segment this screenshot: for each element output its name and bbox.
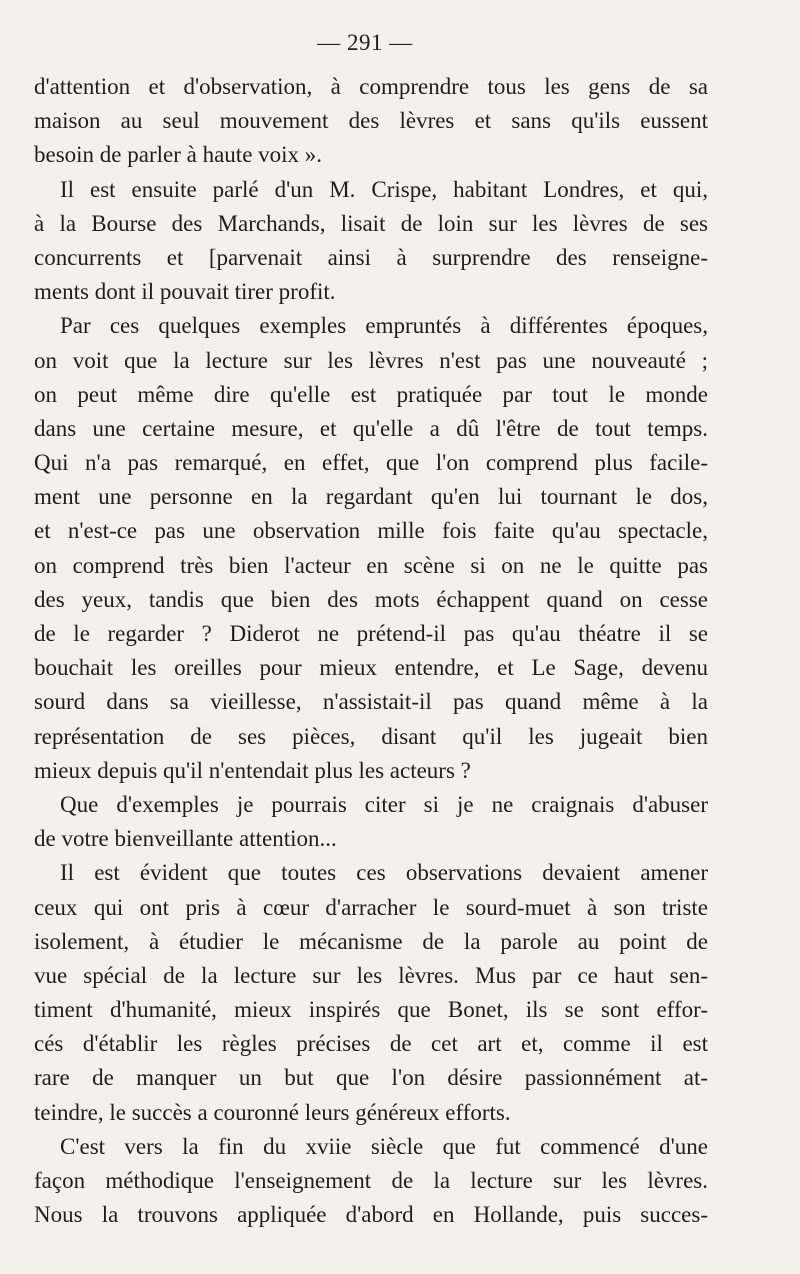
paragraph-4 bbox=[34, 788, 708, 856]
text-line: Par ces quelques exemples empruntés à différentes époques, bbox=[60, 313, 708, 339]
text-line: façon méthodique l'enseignement de la lecture sur les lèvres. bbox=[34, 1168, 708, 1193]
text-line: teindre, le succès a couronné leurs généreux efforts. bbox=[34, 1099, 511, 1125]
paragraph-1 bbox=[34, 70, 708, 173]
text-line: on voit que la lecture sur les lèvres n'est pas une nouveauté ; bbox=[34, 347, 708, 373]
text-line: C'est vers la fin du xviie siècle que fut commencé d'une bbox=[60, 1133, 708, 1159]
text-line: Que d'exemples je pourrais citer si je ne craignais d'abuser bbox=[60, 791, 708, 817]
text-line: des yeux, tandis que bien des mots échappent quand on cesse bbox=[34, 586, 708, 612]
text-line: vue spécial de la lecture sur les lèvres. Mus par ce haut sen- bbox=[34, 962, 708, 988]
text-line: et n'est-ce pas une observation mille fois faite qu'au spectacle, bbox=[34, 518, 708, 544]
text-line: cés d'établir les règles précises de cet art et, comme il est bbox=[34, 1031, 708, 1057]
body-text bbox=[34, 70, 708, 1232]
text-line: de le regarder ? Diderot ne prétend-il pas qu'au théatre il se bbox=[34, 621, 708, 646]
paragraph-6 bbox=[34, 1130, 708, 1233]
paragraph-3 bbox=[34, 309, 708, 788]
text-line: bouchait les oreilles pour mieux entendre, et Le Sage, devenu bbox=[34, 655, 708, 681]
paragraph-2 bbox=[34, 173, 708, 310]
text-line: on peut même dire qu'elle est pratiquée par tout le monde bbox=[34, 381, 708, 407]
page-number: — 291 — bbox=[317, 30, 413, 55]
text-line: rare de manquer un but que l'on désire passionnément at- bbox=[34, 1065, 708, 1091]
text-line: sourd dans sa vieillesse, n'assistait-il pas quand même à la bbox=[34, 689, 708, 715]
text-line: ments dont il pouvait tirer profit. bbox=[34, 279, 336, 305]
text-line: à la Bourse des Marchands, lisait de loin sur les lèvres de ses bbox=[34, 210, 708, 236]
text-line: besoin de parler à haute voix ». bbox=[34, 142, 323, 168]
text-line: isolement, à étudier le mécanisme de la parole au point de bbox=[34, 928, 708, 954]
text-line: Il est évident que toutes ces observations devaient amener bbox=[60, 860, 708, 886]
text-line: de votre bienveillante attention... bbox=[34, 826, 337, 852]
text-line: Qui n'a pas remarqué, en effet, que l'on comprend plus facile- bbox=[34, 450, 708, 476]
text-line: mieux depuis qu'il n'entendait plus les acteurs ? bbox=[34, 757, 471, 783]
paragraph-5 bbox=[34, 856, 708, 1130]
text-line: d'attention et d'observation, à comprendre tous les gens de sa bbox=[34, 74, 708, 99]
text-line: on comprend très bien l'acteur en scène si on ne le quitte pas bbox=[34, 552, 708, 578]
text-line: concurrents et [parvenait ainsi à surprendre des renseigne- bbox=[34, 244, 708, 270]
text-line: timent d'humanité, mieux inspirés que Bonet, ils se sont effor- bbox=[34, 997, 708, 1023]
text-line: Il est ensuite parlé d'un M. Crispe, habitant Londres, et qui, bbox=[60, 176, 708, 202]
text-line: Nous la trouvons appliquée d'abord en Hollande, puis succes- bbox=[34, 1202, 708, 1228]
text-line: représentation de ses pièces, disant qu'il les jugeait bien bbox=[34, 723, 708, 749]
text-line: maison au seul mouvement des lèvres et sans qu'ils eussent bbox=[34, 108, 708, 134]
text-line: ment une personne en la regardant qu'en lui tournant le dos, bbox=[34, 484, 708, 510]
text-line: dans une certaine mesure, et qu'elle a dû l'être de tout temps. bbox=[34, 415, 708, 441]
text-line: ceux qui ont pris à cœur d'arracher le sourd-muet à son triste bbox=[34, 894, 708, 920]
